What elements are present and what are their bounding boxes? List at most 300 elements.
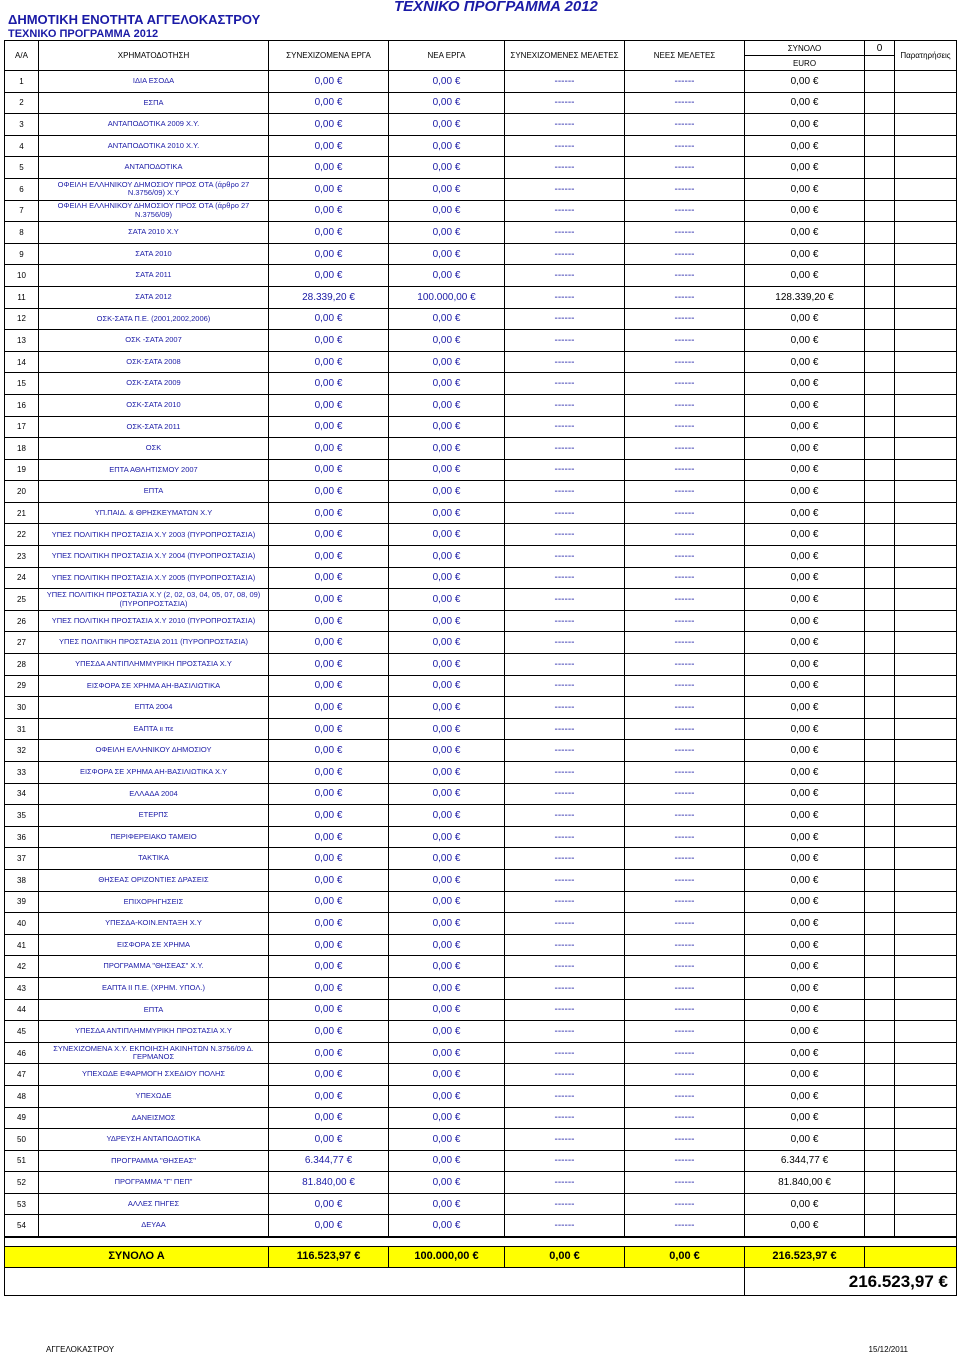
row-notes [895, 675, 957, 697]
row-new-studies: ------ [625, 157, 745, 179]
row-cont-studies: ------ [505, 351, 625, 373]
row-number: 9 [5, 243, 39, 265]
row-total: 0,00 € [745, 200, 865, 222]
row-total: 0,00 € [745, 135, 865, 157]
row-new-works: 0,00 € [389, 438, 505, 460]
table-row [5, 330, 957, 352]
row-cont-works: 0,00 € [269, 826, 389, 848]
row-new-studies: ------ [625, 869, 745, 891]
row-cont-studies: ------ [505, 265, 625, 287]
row-new-studies: ------ [625, 977, 745, 999]
row-new-works: 0,00 € [389, 675, 505, 697]
row-new-works: 0,00 € [389, 934, 505, 956]
row-funding-source: ΕΤΕΡΠΣ [39, 805, 269, 827]
row-notes [895, 934, 957, 956]
row-cont-works: 0,00 € [269, 459, 389, 481]
row-new-works: 0,00 € [389, 805, 505, 827]
footer-right: 15/12/2011 [868, 1345, 908, 1354]
row-cont-studies: ------ [505, 718, 625, 740]
row-cont-studies: ------ [505, 416, 625, 438]
row-cont-studies: ------ [505, 675, 625, 697]
row-total: 81.840,00 € [745, 1172, 865, 1194]
row-funding-source: ΑΝΤΑΠΟΔΟΤΙΚΑ [39, 157, 269, 179]
table-row [5, 1064, 957, 1086]
row-funding-source: ΥΠΕΣΔΑ ΑΝΤΙΠΛΗΜΜΥΡΙΚΗ ΠΡΟΣΤΑΣΙΑ Χ.Υ [39, 654, 269, 676]
summary-total: 216.523,97 € [745, 1246, 865, 1267]
row-cont-studies: ------ [505, 740, 625, 762]
row-total: 0,00 € [745, 330, 865, 352]
table-row [5, 697, 957, 719]
row-new-studies: ------ [625, 1150, 745, 1172]
col-new-studies: ΝΕΕΣ ΜΕΛΕΤΕΣ [625, 41, 745, 71]
row-cont-works: 0,00 € [269, 654, 389, 676]
row-cont-works: 0,00 € [269, 1107, 389, 1129]
row-new-works: 0,00 € [389, 697, 505, 719]
row-total: 0,00 € [745, 373, 865, 395]
table-row [5, 1193, 957, 1215]
row-cont-studies: ------ [505, 286, 625, 308]
row-notes [895, 805, 957, 827]
row-total: 0,00 € [745, 502, 865, 524]
row-number: 34 [5, 783, 39, 805]
row-funding-source: ΣΑΤΑ 2010 Χ.Υ [39, 222, 269, 244]
row-zero [865, 265, 895, 287]
row-zero [865, 805, 895, 827]
row-funding-source: ΥΠΕΣ ΠΟΛΙΤΙΚΗ ΠΡΟΣΤΑΣΙΑ Χ.Υ 2003 (ΠΥΡΟΠΡΟΣΤΑΣΙΑ) [39, 524, 269, 546]
row-notes [895, 1150, 957, 1172]
row-cont-studies: ------ [505, 1064, 625, 1086]
table-row [5, 243, 957, 265]
row-new-studies: ------ [625, 783, 745, 805]
row-new-works: 0,00 € [389, 654, 505, 676]
row-number: 1 [5, 71, 39, 93]
row-cont-studies: ------ [505, 632, 625, 654]
row-new-studies: ------ [625, 826, 745, 848]
row-number: 44 [5, 999, 39, 1021]
row-total: 0,00 € [745, 178, 865, 200]
row-funding-source: ΟΣΚ-ΣΑΤΑ 2010 [39, 394, 269, 416]
row-number: 48 [5, 1085, 39, 1107]
row-new-works: 0,00 € [389, 265, 505, 287]
row-notes [895, 92, 957, 114]
row-cont-works: 0,00 € [269, 783, 389, 805]
row-zero [865, 351, 895, 373]
row-new-works: 0,00 € [389, 826, 505, 848]
row-new-studies: ------ [625, 416, 745, 438]
row-new-works: 0,00 € [389, 718, 505, 740]
row-cont-works: 0,00 € [269, 697, 389, 719]
row-cont-works: 0,00 € [269, 200, 389, 222]
row-cont-studies: ------ [505, 934, 625, 956]
row-zero [865, 222, 895, 244]
row-new-studies: ------ [625, 438, 745, 460]
table-row [5, 481, 957, 503]
row-new-studies: ------ [625, 589, 745, 611]
row-notes [895, 265, 957, 287]
row-funding-source: ΟΦΕΙΛΗ ΕΛΛΗΝΙΚΟΥ ΔΗΜΟΣΙΟΥ ΠΡΟΣ ΟΤΑ (άρθρο 27 Ν.3756/09) [39, 200, 269, 222]
row-funding-source: ΥΠΕΣ ΠΟΛΙΤΙΚΗ ΠΡΟΣΤΑΣΙΑ Χ.Υ 2004 (ΠΥΡΟΠΡΟΣΤΑΣΙΑ) [39, 546, 269, 568]
row-cont-studies: ------ [505, 869, 625, 891]
row-new-studies: ------ [625, 373, 745, 395]
row-zero [865, 826, 895, 848]
table-row [5, 71, 957, 93]
row-zero [865, 740, 895, 762]
row-cont-studies: ------ [505, 1107, 625, 1129]
row-cont-works: 0,00 € [269, 416, 389, 438]
row-funding-source: ΕΑΠΤΑ ιι πε [39, 718, 269, 740]
row-total: 0,00 € [745, 1085, 865, 1107]
row-zero [865, 1107, 895, 1129]
row-cont-studies: ------ [505, 459, 625, 481]
row-new-studies: ------ [625, 610, 745, 632]
row-notes [895, 438, 957, 460]
row-zero [865, 869, 895, 891]
row-cont-works: 0,00 € [269, 330, 389, 352]
row-zero [865, 891, 895, 913]
org-name: ΔΗΜΟΤΙΚΗ ΕΝΟΤΗΤΑ ΑΓΓΕΛΟΚΑΣΤΡΟΥ [8, 12, 261, 27]
row-total: 0,00 € [745, 243, 865, 265]
row-funding-source: ΕΣΠΑ [39, 92, 269, 114]
row-total: 0,00 € [745, 783, 865, 805]
row-total: 0,00 € [745, 740, 865, 762]
row-funding-source: ΕΠΤΑ ΑΘΛΗΤΙΣΜΟΥ 2007 [39, 459, 269, 481]
row-total: 0,00 € [745, 1193, 865, 1215]
row-zero [865, 524, 895, 546]
row-zero [865, 438, 895, 460]
summary-new-studies: 0,00 € [625, 1246, 745, 1267]
row-new-studies: ------ [625, 286, 745, 308]
row-new-studies: ------ [625, 1021, 745, 1043]
row-new-studies: ------ [625, 654, 745, 676]
row-notes [895, 783, 957, 805]
table-row [5, 1021, 957, 1043]
row-total: 0,00 € [745, 1021, 865, 1043]
row-new-studies: ------ [625, 1172, 745, 1194]
row-funding-source: ΕΠΤΑ [39, 999, 269, 1021]
row-total: 0,00 € [745, 632, 865, 654]
table-row [5, 826, 957, 848]
row-cont-studies: ------ [505, 114, 625, 136]
row-cont-studies: ------ [505, 1172, 625, 1194]
row-funding-source: ΕΠΤΑ [39, 481, 269, 503]
row-new-works: 0,00 € [389, 1021, 505, 1043]
row-number: 13 [5, 330, 39, 352]
row-new-works: 0,00 € [389, 546, 505, 568]
row-new-studies: ------ [625, 740, 745, 762]
row-zero [865, 1064, 895, 1086]
row-number: 20 [5, 481, 39, 503]
row-funding-source: ΘΗΣΕΑΣ ΟΡΙΖΟΝΤΙΕΣ ΔΡΑΣΕΙΣ [39, 869, 269, 891]
grand-total: 216.523,97 € [745, 1267, 957, 1295]
row-cont-studies: ------ [505, 589, 625, 611]
row-total: 0,00 € [745, 805, 865, 827]
row-new-works: 0,00 € [389, 524, 505, 546]
row-new-studies: ------ [625, 1042, 745, 1064]
row-number: 6 [5, 178, 39, 200]
row-funding-source: ΠΡΟΓΡΑΜΜΑ "ΘΗΣΕΑΣ" [39, 1150, 269, 1172]
row-funding-source: ΥΠΕΣΔΑ-ΚΟΙΝ.ΕΝΤΑΞΗ Χ.Υ [39, 913, 269, 935]
row-number: 17 [5, 416, 39, 438]
row-total: 0,00 € [745, 114, 865, 136]
row-cont-works: 0,00 € [269, 740, 389, 762]
row-total: 0,00 € [745, 481, 865, 503]
row-new-studies: ------ [625, 1107, 745, 1129]
row-notes [895, 740, 957, 762]
row-new-works: 0,00 € [389, 891, 505, 913]
row-number: 36 [5, 826, 39, 848]
row-new-studies: ------ [625, 200, 745, 222]
row-zero [865, 632, 895, 654]
row-zero [865, 394, 895, 416]
col-total: ΣΥΝΟΛΟ [745, 41, 865, 56]
row-cont-works: 0,00 € [269, 373, 389, 395]
row-notes [895, 589, 957, 611]
row-zero [865, 1193, 895, 1215]
row-cont-studies: ------ [505, 373, 625, 395]
row-funding-source: ΥΠΕΣ ΠΟΛΙΤΙΚΗ ΠΡΟΣΤΑΣΙΑ Χ.Υ (2, 02, 03, 04, 05, 07, 08, 09) (ΠΥΡΟΠΡΟΣΤΑΣΙΑ) [39, 589, 269, 611]
row-new-works: 100.000,00 € [389, 286, 505, 308]
row-notes [895, 848, 957, 870]
row-total: 0,00 € [745, 762, 865, 784]
row-number: 49 [5, 1107, 39, 1129]
row-funding-source: ΣΥΝΕΧΙΖΟΜΕΝΑ Χ.Υ. ΕΚΠΟΙΗΣΗ ΑΚΙΝΗΤΩΝ Ν.3756/09 Δ. ΓΕΡΜΑΝΟΣ [39, 1042, 269, 1064]
row-notes [895, 1021, 957, 1043]
row-cont-works: 0,00 € [269, 351, 389, 373]
row-notes [895, 114, 957, 136]
row-zero [865, 762, 895, 784]
row-funding-source: ΥΠΕΣΔΑ ΑΝΤΙΠΛΗΜΜΥΡΙΚΗ ΠΡΟΣΤΑΣΙΑ Χ.Υ [39, 1021, 269, 1043]
row-total: 0,00 € [745, 826, 865, 848]
row-number: 4 [5, 135, 39, 157]
row-funding-source: ΟΣΚ -ΣΑΤΑ 2007 [39, 330, 269, 352]
row-new-studies: ------ [625, 502, 745, 524]
row-notes [895, 308, 957, 330]
table-row [5, 502, 957, 524]
row-funding-source: ΕΠΤΑ 2004 [39, 697, 269, 719]
row-funding-source: ΔΑΝΕΙΣΜΟΣ [39, 1107, 269, 1129]
row-new-studies: ------ [625, 891, 745, 913]
row-funding-source: ΑΛΛΕΣ ΠΗΓΕΣ [39, 1193, 269, 1215]
summary-empty [865, 1246, 957, 1267]
row-funding-source: ΑΝΤΑΠΟΔΟΤΙΚΑ 2010 Χ.Υ. [39, 135, 269, 157]
row-new-works: 0,00 € [389, 351, 505, 373]
row-cont-works: 0,00 € [269, 71, 389, 93]
row-notes [895, 977, 957, 999]
row-cont-works: 0,00 € [269, 869, 389, 891]
row-cont-studies: ------ [505, 891, 625, 913]
row-zero [865, 783, 895, 805]
table-row [5, 373, 957, 395]
row-total: 0,00 € [745, 697, 865, 719]
row-new-studies: ------ [625, 265, 745, 287]
row-cont-studies: ------ [505, 1215, 625, 1237]
row-number: 30 [5, 697, 39, 719]
program-table [4, 40, 957, 1296]
row-new-works: 0,00 € [389, 222, 505, 244]
row-total: 0,00 € [745, 1064, 865, 1086]
table-row [5, 610, 957, 632]
row-funding-source: ΟΦΕΙΛΗ ΕΛΛΗΝΙΚΟΥ ΔΗΜΟΣΙΟΥ ΠΡΟΣ ΟΤΑ (άρθρο 27 Ν.3756/09) Χ.Υ [39, 178, 269, 200]
row-cont-studies: ------ [505, 848, 625, 870]
row-total: 0,00 € [745, 869, 865, 891]
row-total: 0,00 € [745, 1215, 865, 1237]
row-number: 12 [5, 308, 39, 330]
row-funding-source: ΥΠΕΣ ΠΟΛΙΤΙΚΗ ΠΡΟΣΤΑΣΙΑ Χ.Υ 2010 (ΠΥΡΟΠΡΟΣΤΑΣΙΑ) [39, 610, 269, 632]
row-total: 0,00 € [745, 546, 865, 568]
row-zero [865, 1021, 895, 1043]
row-number: 37 [5, 848, 39, 870]
summary-label: ΣΥΝΟΛΟ Α [5, 1246, 269, 1267]
row-zero [865, 589, 895, 611]
row-new-studies: ------ [625, 934, 745, 956]
row-new-studies: ------ [625, 546, 745, 568]
table-row [5, 114, 957, 136]
row-zero [865, 243, 895, 265]
row-cont-works: 0,00 € [269, 913, 389, 935]
row-cont-works: 0,00 € [269, 114, 389, 136]
row-notes [895, 762, 957, 784]
row-notes [895, 1193, 957, 1215]
row-zero [865, 502, 895, 524]
table-row [5, 1150, 957, 1172]
row-total: 0,00 € [745, 654, 865, 676]
row-cont-works: 0,00 € [269, 243, 389, 265]
row-new-works: 0,00 € [389, 157, 505, 179]
table-row [5, 265, 957, 287]
row-new-studies: ------ [625, 848, 745, 870]
row-funding-source: ΠΡΟΓΡΑΜΜΑ "Γ' ΠΕΠ" [39, 1172, 269, 1194]
row-number: 24 [5, 567, 39, 589]
row-zero [865, 567, 895, 589]
table-body [5, 71, 957, 1237]
row-new-studies: ------ [625, 459, 745, 481]
col-zero: 0 [865, 41, 895, 56]
row-number: 16 [5, 394, 39, 416]
row-funding-source: ΕΙΣΦΟΡΑ ΣΕ ΧΡΗΜΑ [39, 934, 269, 956]
row-funding-source: ΔΕΥΑΑ [39, 1215, 269, 1237]
row-new-works: 0,00 € [389, 567, 505, 589]
row-new-studies: ------ [625, 243, 745, 265]
row-cont-works: 81.840,00 € [269, 1172, 389, 1194]
row-cont-works: 0,00 € [269, 92, 389, 114]
row-notes [895, 826, 957, 848]
row-cont-studies: ------ [505, 913, 625, 935]
row-zero [865, 999, 895, 1021]
row-new-studies: ------ [625, 135, 745, 157]
row-cont-works: 0,00 € [269, 589, 389, 611]
row-number: 18 [5, 438, 39, 460]
row-new-studies: ------ [625, 71, 745, 93]
row-new-works: 0,00 € [389, 92, 505, 114]
row-notes [895, 524, 957, 546]
row-new-studies: ------ [625, 178, 745, 200]
spacer-cell [5, 1237, 957, 1247]
col-aa: Α/Α [5, 41, 39, 71]
row-new-works: 0,00 € [389, 1172, 505, 1194]
row-cont-studies: ------ [505, 308, 625, 330]
row-zero [865, 977, 895, 999]
row-number: 22 [5, 524, 39, 546]
table-row [5, 589, 957, 611]
summary-cont-works: 116.523,97 € [269, 1246, 389, 1267]
row-cont-works: 0,00 € [269, 567, 389, 589]
row-new-studies: ------ [625, 351, 745, 373]
row-zero [865, 546, 895, 568]
table-row [5, 286, 957, 308]
row-total: 0,00 € [745, 92, 865, 114]
row-funding-source: ΕΛΛΑΔΑ 2004 [39, 783, 269, 805]
row-cont-studies: ------ [505, 805, 625, 827]
row-new-studies: ------ [625, 222, 745, 244]
table-row [5, 675, 957, 697]
row-new-works: 0,00 € [389, 481, 505, 503]
row-total: 0,00 € [745, 438, 865, 460]
row-number: 19 [5, 459, 39, 481]
row-new-studies: ------ [625, 92, 745, 114]
row-new-studies: ------ [625, 718, 745, 740]
row-cont-studies: ------ [505, 697, 625, 719]
row-funding-source: ΟΣΚ-ΣΑΤΑ 2008 [39, 351, 269, 373]
row-total: 0,00 € [745, 891, 865, 913]
row-new-studies: ------ [625, 1064, 745, 1086]
row-notes [895, 373, 957, 395]
row-cont-studies: ------ [505, 762, 625, 784]
row-new-works: 0,00 € [389, 330, 505, 352]
row-cont-studies: ------ [505, 524, 625, 546]
row-funding-source: ΠΡΟΓΡΑΜΜΑ "ΘΗΣΕΑΣ" Χ.Υ. [39, 956, 269, 978]
row-funding-source: ΥΠΕΧΩΔΕ [39, 1085, 269, 1107]
row-funding-source: ΤΑΚΤΙΚΑ [39, 848, 269, 870]
row-new-works: 0,00 € [389, 610, 505, 632]
row-new-works: 0,00 € [389, 999, 505, 1021]
row-funding-source: ΠΕΡΙΦΕΡΕΙΑΚΟ ΤΑΜΕΙΟ [39, 826, 269, 848]
footer-left: ΑΓΓΕΛΟΚΑΣΤΡΟΥ [46, 1345, 115, 1354]
row-cont-works: 0,00 € [269, 502, 389, 524]
row-funding-source: ΙΔΙΑ ΕΣΟΔΑ [39, 71, 269, 93]
row-cont-studies: ------ [505, 502, 625, 524]
row-notes [895, 1129, 957, 1151]
table-row [5, 459, 957, 481]
row-notes [895, 481, 957, 503]
row-notes [895, 178, 957, 200]
table-row [5, 135, 957, 157]
row-new-studies: ------ [625, 394, 745, 416]
row-notes [895, 71, 957, 93]
row-zero [865, 481, 895, 503]
summary-row [5, 1246, 957, 1267]
table-row [5, 783, 957, 805]
row-number: 2 [5, 92, 39, 114]
table-row [5, 632, 957, 654]
row-total: 0,00 € [745, 934, 865, 956]
row-cont-works: 0,00 € [269, 718, 389, 740]
row-new-studies: ------ [625, 1193, 745, 1215]
row-zero [865, 1085, 895, 1107]
table-row [5, 1107, 957, 1129]
row-new-works: 0,00 € [389, 71, 505, 93]
row-zero [865, 1150, 895, 1172]
table-row [5, 92, 957, 114]
row-funding-source: ΑΝΤΑΠΟΔΟΤΙΚΑ 2009 Χ.Υ. [39, 114, 269, 136]
row-new-studies: ------ [625, 567, 745, 589]
row-funding-source: ΣΑΤΑ 2012 [39, 286, 269, 308]
row-cont-works: 6.344,77 € [269, 1150, 389, 1172]
col-euro: EURO [745, 56, 865, 71]
row-new-works: 0,00 € [389, 459, 505, 481]
row-notes [895, 610, 957, 632]
row-zero [865, 157, 895, 179]
row-notes [895, 243, 957, 265]
